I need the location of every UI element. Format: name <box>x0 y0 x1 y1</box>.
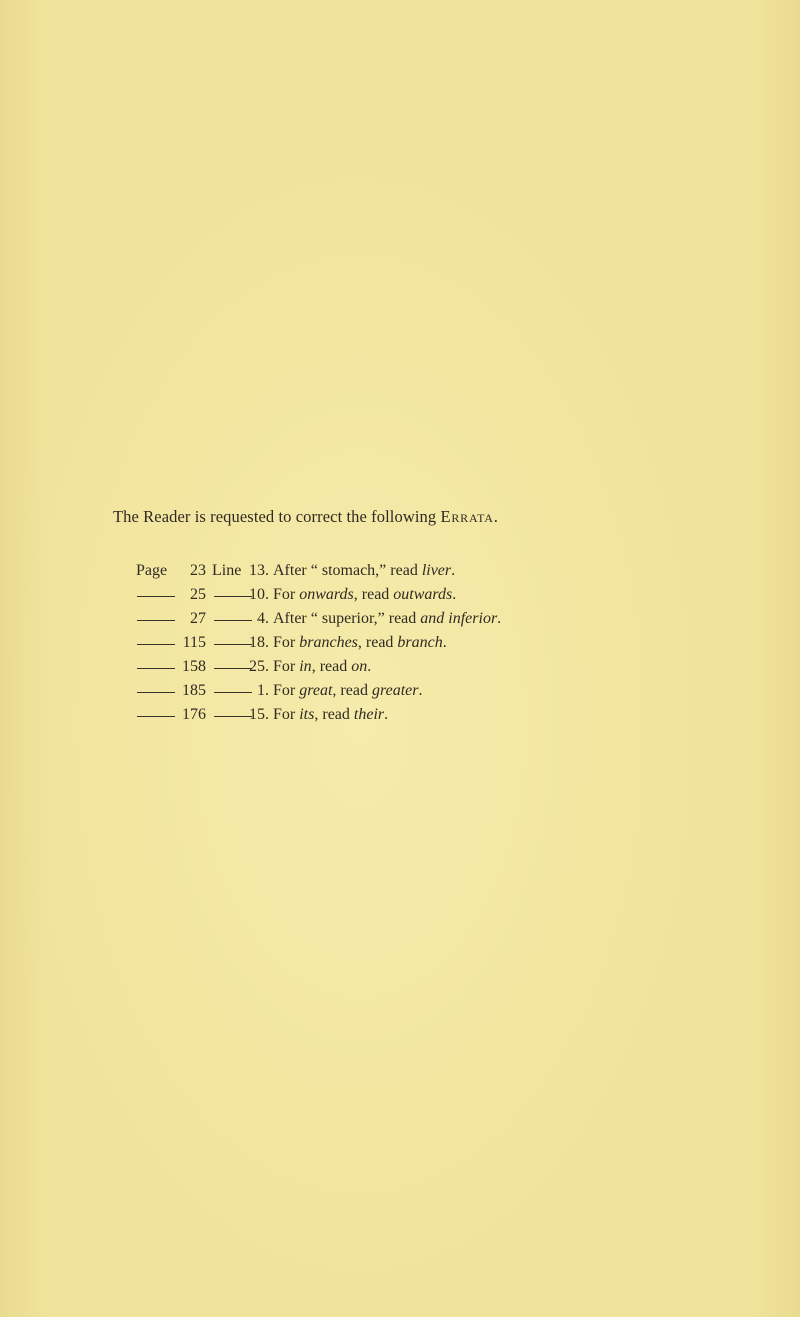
correction-emphasis: and inferior <box>420 610 498 627</box>
correction-emphasis: their <box>353 706 385 723</box>
errata-row <box>0 634 800 658</box>
ditto-dash <box>214 692 252 693</box>
ditto-dash <box>137 668 175 669</box>
correction-emphasis: greater <box>371 682 419 699</box>
line-label: Line <box>212 562 242 579</box>
errata-notice <box>113 507 498 527</box>
ditto-dash <box>137 620 175 621</box>
correction-prefix: For <box>273 634 300 651</box>
correction-emphasis: great <box>299 682 333 699</box>
page-number: 185 <box>182 682 206 699</box>
line-number: 18. <box>249 634 269 651</box>
correction-suffix: . <box>367 658 372 675</box>
correction-suffix: . <box>418 682 423 699</box>
line-number: 13. <box>249 562 269 579</box>
correction-prefix: After “ stomach,” read <box>273 562 422 579</box>
correction-middle: , read <box>311 658 352 675</box>
correction-text <box>273 562 455 580</box>
errata-row <box>0 562 800 586</box>
correction-emphasis: onwards <box>299 586 354 603</box>
ditto-dash <box>137 692 175 693</box>
correction-prefix: For <box>273 706 300 723</box>
correction-emphasis: outwards <box>393 586 453 603</box>
ditto-dash <box>137 644 175 645</box>
correction-middle: , read <box>353 586 394 603</box>
correction-suffix: . <box>452 586 457 603</box>
page-number: 176 <box>182 706 206 723</box>
correction-prefix: For <box>273 658 300 675</box>
correction-prefix: For <box>273 682 300 699</box>
errata-row <box>0 682 800 706</box>
correction-emphasis: branch <box>397 634 443 651</box>
correction-emphasis: in <box>299 658 312 675</box>
correction-suffix: . <box>442 634 447 651</box>
correction-suffix: . <box>497 610 502 627</box>
line-number: 1. <box>257 682 269 699</box>
errata-heading-word: Errata <box>440 507 494 526</box>
correction-text <box>273 586 456 604</box>
correction-prefix: After “ superior,” read <box>273 610 421 627</box>
correction-emphasis: liver <box>421 562 452 579</box>
correction-emphasis: branches <box>299 634 358 651</box>
errata-row <box>0 610 800 634</box>
ditto-dash <box>137 716 175 717</box>
ditto-dash <box>214 620 252 621</box>
ditto-dash <box>137 596 175 597</box>
ditto-dash <box>214 596 252 597</box>
errata-row <box>0 586 800 610</box>
line-number: 10. <box>249 586 269 603</box>
correction-text <box>273 682 422 700</box>
line-number: 15. <box>249 706 269 723</box>
correction-text <box>273 658 371 676</box>
correction-middle: , read <box>332 682 372 699</box>
page-number: 23 <box>190 562 206 579</box>
ditto-dash <box>214 668 252 669</box>
page-number: 25 <box>190 586 206 603</box>
correction-text <box>273 610 501 628</box>
notice-period: . <box>493 507 498 526</box>
page-number: 115 <box>182 634 206 651</box>
errata-row <box>0 706 800 730</box>
correction-suffix: . <box>451 562 456 579</box>
errata-row <box>0 658 800 682</box>
page-number: 158 <box>182 658 206 675</box>
line-number: 4. <box>257 610 269 627</box>
ditto-dash <box>214 716 252 717</box>
correction-text <box>273 634 447 652</box>
correction-suffix: . <box>384 706 389 723</box>
notice-text: The Reader is requested to correct the following <box>113 507 441 526</box>
page-number: 27 <box>190 610 206 627</box>
ditto-dash <box>214 644 252 645</box>
correction-emphasis: its <box>299 706 315 723</box>
correction-prefix: For <box>273 586 300 603</box>
correction-text <box>273 706 388 724</box>
line-number: 25. <box>249 658 269 675</box>
correction-emphasis: on <box>351 658 368 675</box>
correction-middle: , read <box>314 706 354 723</box>
page-label: Page <box>136 562 168 579</box>
correction-middle: , read <box>357 634 398 651</box>
